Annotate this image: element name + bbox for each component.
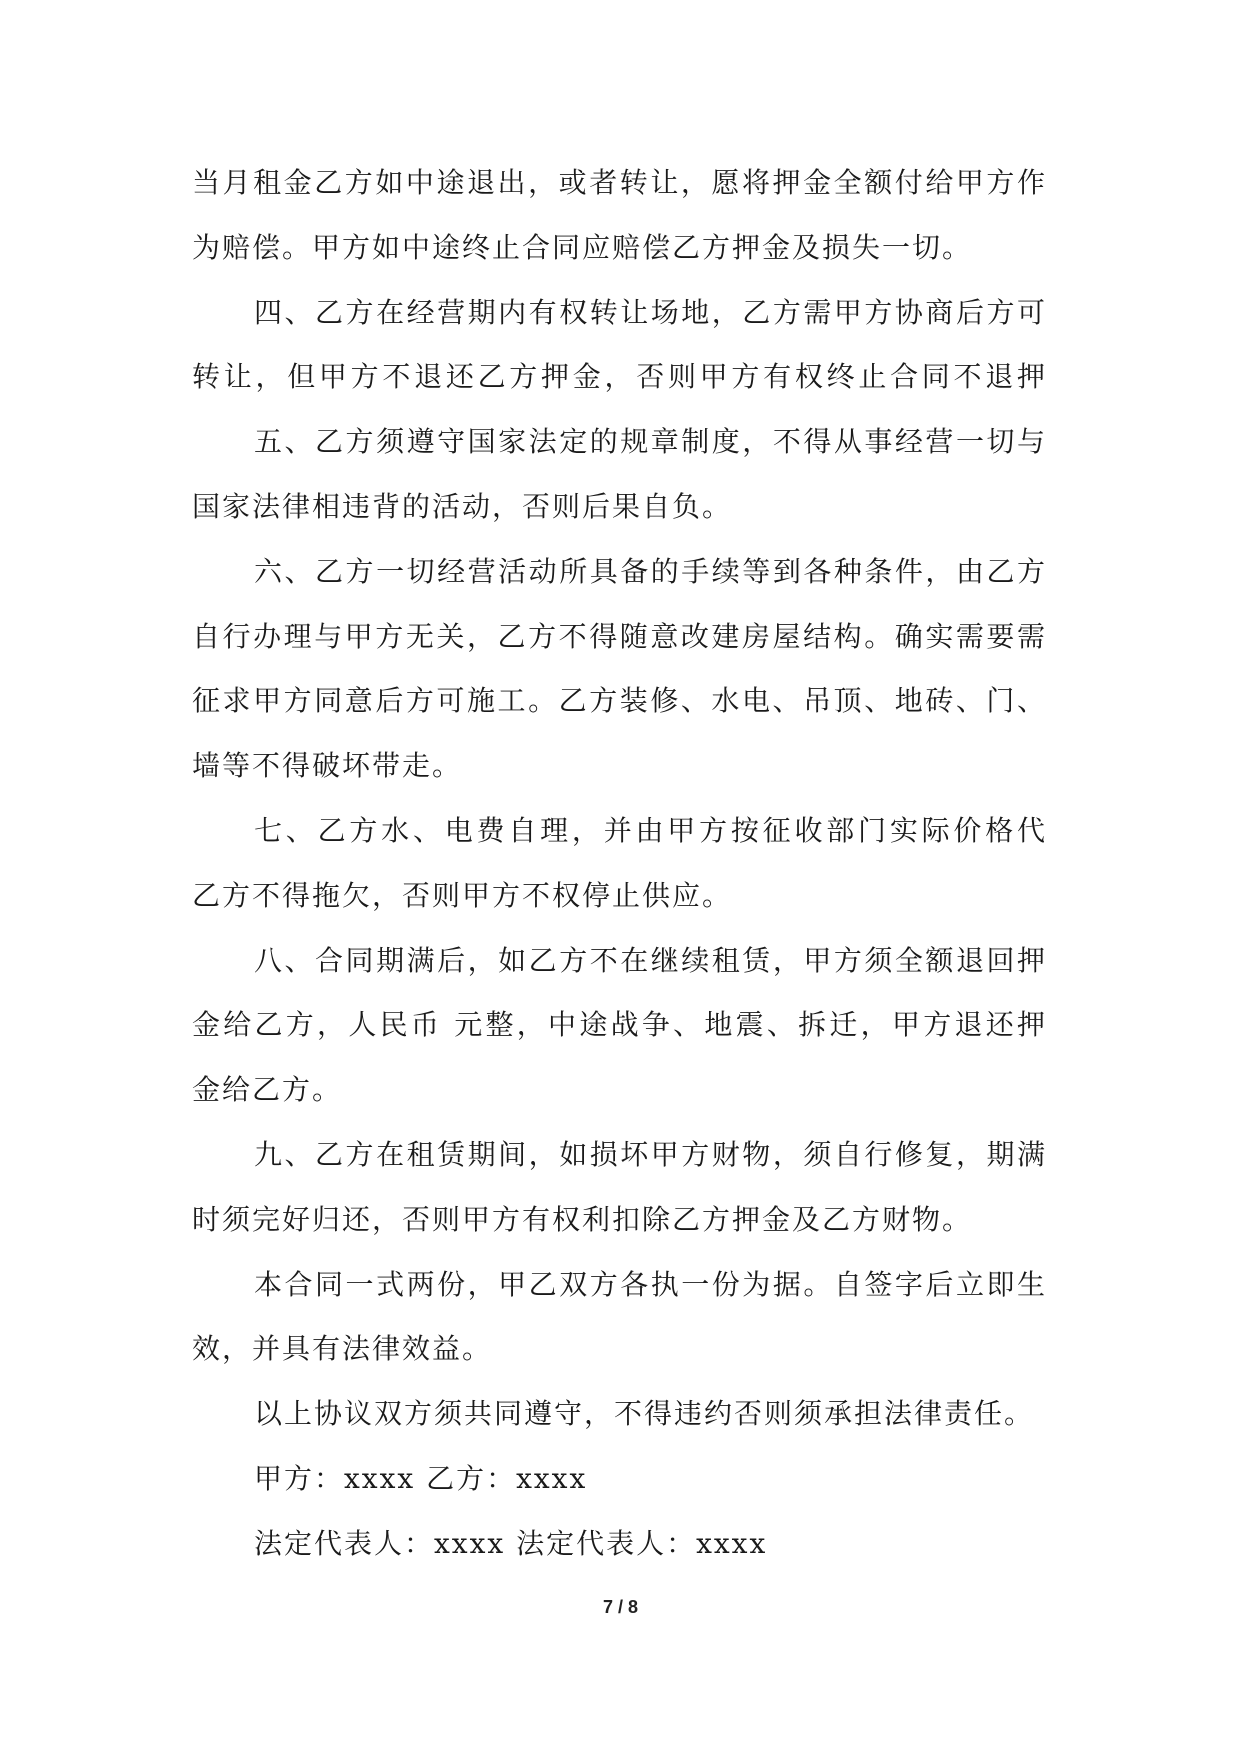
- paragraph-clause-8: [192, 929, 1047, 1123]
- paragraph-line: 甲方：xxxx 乙方：xxxx: [254, 1461, 588, 1495]
- paragraph-clause-7: [192, 799, 1047, 929]
- paragraph-copies: [192, 1253, 1047, 1383]
- paragraph-line: 七、乙方水、电费自理，并由甲方按征收部门实际价格代: [254, 813, 1047, 847]
- paragraph-clause-5: [192, 410, 1047, 540]
- paragraph-clause-9: [192, 1123, 1047, 1253]
- paragraph-clause-6: [192, 540, 1047, 799]
- paragraph-line: 当月租金乙方如中途退出，或者转让，愿将押金全额付给甲方作: [192, 166, 1047, 199]
- paragraph-line: 以上协议双方须共同遵守，不得违约否则须承担法律责任。: [254, 1397, 1035, 1431]
- paragraph-line: 乙方不得拖欠，否则甲方不权停止供应。: [192, 878, 733, 912]
- page-number: 7 / 8: [602, 1597, 639, 1617]
- paragraph-line: 效，并具有法律效益。: [192, 1332, 493, 1366]
- paragraph-continued: [192, 151, 1047, 281]
- signature-parties: [192, 1447, 1047, 1512]
- paragraph-line: 金给乙方。: [192, 1073, 343, 1107]
- document-body: [192, 151, 1047, 1577]
- paragraph-line: 本合同一式两份，甲乙双方各执一份为据。自签字后立即生: [254, 1267, 1047, 1301]
- paragraph-line: 时须完好归还，否则甲方有权利扣除乙方押金及乙方财物。: [192, 1202, 973, 1236]
- paragraph-line: 为赔偿。甲方如中途终止合同应赔偿乙方押金及损失一切。: [192, 230, 973, 264]
- paragraph-line: 五、乙方须遵守国家法定的规章制度，不得从事经营一切与: [254, 425, 1047, 459]
- paragraph-line: 国家法律相违背的活动，否则后果自负。: [192, 489, 733, 523]
- paragraph-line: 八、合同期满后，如乙方不在继续租赁，甲方须全额退回押: [254, 943, 1047, 977]
- paragraph-line: 法定代表人：xxxx 法定代表人：xxxx: [254, 1526, 768, 1560]
- paragraph-line: 金给乙方，人民币 元整，中途战争、地震、拆迁，甲方退还押: [192, 1008, 1047, 1042]
- paragraph-line: 墙等不得破坏带走。: [192, 749, 463, 783]
- paragraph-line: 征求甲方同意后方可施工。乙方装修、水电、吊顶、地砖、门、: [192, 684, 1047, 718]
- signature-representatives: [192, 1512, 1047, 1577]
- paragraph-line: 九、乙方在租赁期间，如损坏甲方财物，须自行修复，期满: [254, 1137, 1047, 1171]
- paragraph-line: 四、乙方在经营期内有权转让场地，乙方需甲方协商后方可: [254, 295, 1047, 329]
- paragraph-line: 六、乙方一切经营活动所具备的手续等到各种条件，由乙方: [254, 554, 1047, 588]
- paragraph-line: 转让，但甲方不退还乙方押金，否则甲方有权终止合同不退押: [192, 360, 1047, 394]
- paragraph-line: 自行办理与甲方无关，乙方不得随意改建房屋结构。确实需要需: [192, 619, 1047, 653]
- paragraph-compliance: [192, 1382, 1047, 1447]
- paragraph-clause-4: [192, 281, 1047, 411]
